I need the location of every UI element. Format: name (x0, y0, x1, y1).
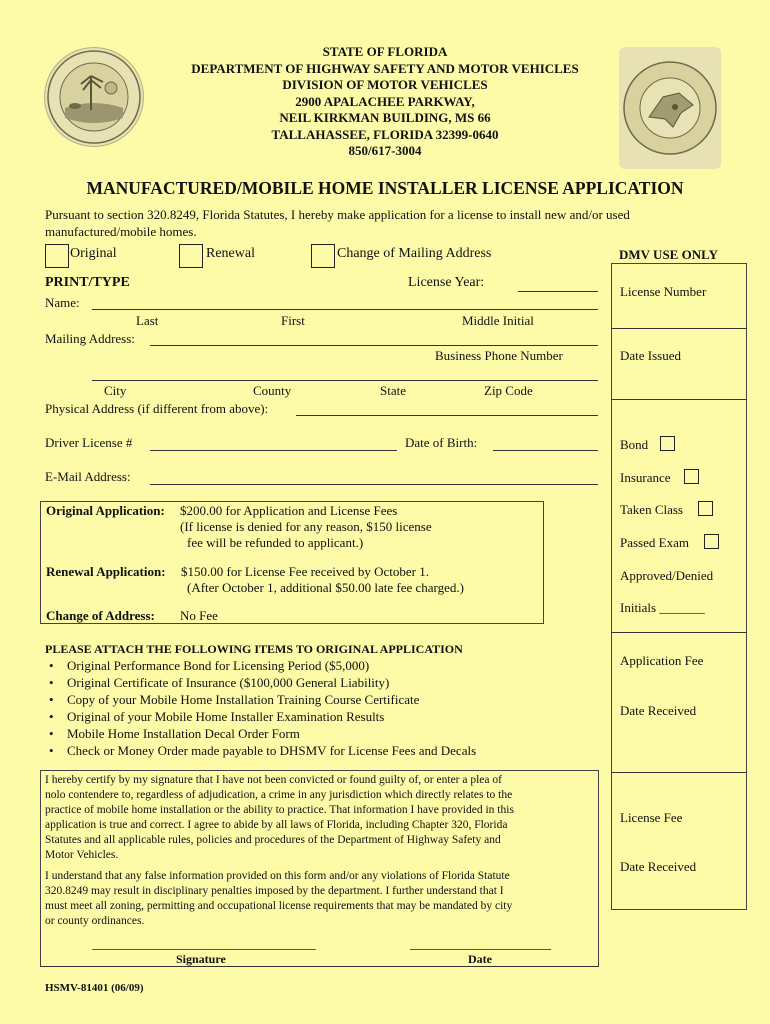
original-fee-note: (If license is denied for any reason, $150 license (180, 519, 432, 534)
list-item: • Original of your Mobile Home Installer Examination Results (45, 708, 605, 725)
cert-line: I hereby certify by my signature that I have not been convicted or found guilty of, or enter a plea of (45, 774, 502, 786)
cert-line: nolo contendere to, regardless of adjudication, a crime in any jurisdiction which directly relates to the (45, 789, 513, 801)
application-fee-label: Application Fee (620, 653, 704, 668)
name-label: Name: (45, 295, 80, 310)
original-checkbox[interactable] (45, 244, 69, 268)
city-caption: City (104, 383, 127, 398)
list-item: • Original Certificate of Insurance ($100,000 General Liability) (45, 674, 605, 691)
form-title: MANUFACTURED/MOBILE HOME INSTALLER LICENSE APPLICATION (86, 178, 684, 198)
renewal-fee-note: (After October 1, additional $50.00 late fee charged.) (187, 580, 464, 595)
passed-exam-checkbox[interactable] (704, 534, 719, 549)
date-caption: Date (468, 952, 492, 966)
list-item: • Copy of your Mobile Home Installation Training Course Certificate (45, 691, 605, 708)
original-fee-note: fee will be refunded to applicant.) (187, 535, 364, 550)
cert-line: or county ordinances. (45, 915, 145, 927)
original-fee-text: $200.00 for Application and License Fees (180, 503, 398, 518)
header-line: TALLAHASSEE, FLORIDA 32399-0640 (271, 126, 499, 142)
license-year-field[interactable] (518, 291, 598, 292)
email-label: E-Mail Address: (45, 469, 131, 484)
signature-caption: Signature (176, 952, 226, 966)
passed-exam-label: Passed Exam (620, 535, 689, 550)
change-address-label: Change of Mailing Address (337, 246, 492, 261)
list-item: • Original Performance Bond for Licensing Period ($5,000) (45, 657, 605, 674)
city-county-field[interactable] (92, 380, 598, 381)
intro-line: Pursuant to section 320.8249, Florida Statutes, I hereby make application for a license to install new and/or used (45, 207, 630, 222)
original-label: Original (70, 246, 117, 261)
cert-line: I understand that any false information provided on this form and/or any violations of Florida Statute (45, 870, 510, 882)
dmv-use-only-title: DMV USE ONLY (619, 247, 718, 262)
last-name-caption: Last (136, 313, 159, 328)
first-name-caption: First (281, 313, 305, 328)
renewal-checkbox[interactable] (179, 244, 203, 268)
cert-line: 320.8249 may result in disciplinary penalties imposed by the department. I further understand that I (45, 885, 504, 897)
header-line: 850/617-3004 (348, 143, 422, 158)
renewal-application-label: Renewal Application: (46, 564, 166, 579)
cert-line: Motor Vehicles. (45, 849, 119, 861)
physical-address-label: Physical Address (if different from above): (45, 401, 269, 416)
county-caption: County (253, 383, 292, 398)
renewal-fee-text: $150.00 for License Fee received by October 1. (181, 564, 429, 579)
cert-line: must meet all zoning, permitting and occupational license requirements that may be mandated by city (45, 900, 513, 912)
mailing-address-field[interactable] (150, 345, 598, 346)
initials-label: Initials _______ (620, 600, 705, 615)
dmv-divider (611, 772, 746, 773)
mailing-address-label: Mailing Address: (45, 331, 135, 346)
license-year-label: License Year: (408, 275, 485, 290)
insurance-checkbox[interactable] (684, 469, 699, 484)
cert-line: practice of mobile home installation or the ability to practice. That information I have provided in this (45, 804, 514, 816)
middle-initial-caption: Middle Initial (462, 313, 534, 328)
zip-code-caption: Zip Code (484, 383, 533, 398)
intro-text (45, 206, 630, 240)
dmv-divider (611, 399, 746, 400)
print-type-heading: PRINT/TYPE (45, 275, 130, 290)
attachments-heading: PLEASE ATTACH THE FOLLOWING ITEMS TO ORIGINAL APPLICATION (45, 642, 463, 656)
original-application-label: Original Application: (46, 503, 165, 518)
bond-checkbox[interactable] (660, 436, 675, 451)
change-address-checkbox[interactable] (311, 244, 335, 268)
form-number: HSMV-81401 (06/09) (45, 982, 144, 994)
approved-denied-label: Approved/Denied (620, 568, 714, 583)
list-item: • Mobile Home Installation Decal Order Form (45, 725, 605, 742)
certification-text (45, 773, 595, 929)
taken-class-label: Taken Class (620, 502, 683, 517)
date-issued-label: Date Issued (620, 348, 682, 363)
date-field[interactable] (410, 949, 551, 950)
license-number-label: License Number (620, 284, 707, 299)
email-field[interactable] (150, 484, 598, 485)
physical-address-field[interactable] (296, 415, 598, 416)
business-phone-caption: Business Phone Number (435, 348, 563, 363)
header-line: 2900 APALACHEE PARKWAY, (295, 93, 475, 109)
certification-bottom-rule (40, 966, 598, 967)
change-of-address-label: Change of Address: (46, 608, 155, 623)
header-line: DIVISION OF MOTOR VEHICLES (282, 77, 488, 92)
driver-license-field[interactable] (150, 450, 397, 451)
driver-license-label: Driver License # (45, 435, 133, 450)
change-of-address-fee: No Fee (180, 608, 218, 623)
dmv-divider (611, 632, 746, 633)
state-caption: State (380, 383, 406, 398)
attachments-list (45, 657, 605, 759)
renewal-label: Renewal (206, 246, 255, 261)
cert-line: Statutes and all applicable rules, policies and procedures of the Department of Highway Safety and (45, 834, 501, 846)
date-received-label: Date Received (620, 859, 697, 874)
date-received-label: Date Received (620, 703, 697, 718)
signature-field[interactable] (92, 949, 316, 950)
date-of-birth-field[interactable] (493, 450, 598, 451)
dmv-divider (611, 328, 746, 329)
date-of-birth-label: Date of Birth: (405, 435, 478, 450)
cert-line: application is true and correct. I agree to abide by all laws of Florida, including Chapter 320, Florida (45, 819, 508, 831)
header-line: STATE OF FLORIDA (322, 44, 448, 59)
list-item: • Check or Money Order made payable to DHSMV for License Fees and Decals (45, 742, 605, 759)
header-line: NEIL KIRKMAN BUILDING, MS 66 (279, 110, 491, 125)
license-fee-label: License Fee (620, 810, 683, 825)
intro-line: manufactured/mobile homes. (45, 224, 197, 239)
name-field[interactable] (92, 309, 598, 310)
taken-class-checkbox[interactable] (698, 501, 713, 516)
insurance-label: Insurance (620, 470, 671, 485)
header-line: DEPARTMENT OF HIGHWAY SAFETY AND MOTOR VEHICLES (191, 60, 579, 76)
agency-header (0, 44, 770, 160)
bond-label: Bond (620, 437, 649, 452)
